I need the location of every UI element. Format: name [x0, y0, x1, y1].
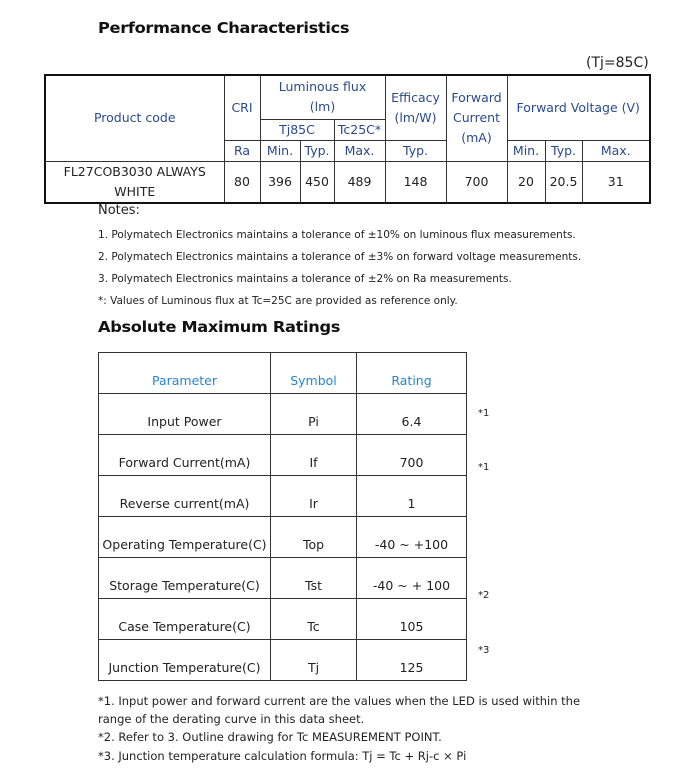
cell-parameter: Junction Temperature(C)	[99, 640, 271, 681]
cell-product-code	[45, 161, 224, 203]
condition-note: (Tj=85C)	[586, 55, 649, 71]
table-row	[99, 640, 467, 681]
cell-flux-max: 489	[334, 161, 385, 203]
ratings-table	[98, 352, 467, 681]
header-rating: Rating	[357, 353, 467, 394]
forward-current-label: Forward	[451, 90, 502, 106]
cell-flux-typ: 450	[300, 161, 334, 203]
header-efficacy-typ: Typ.	[385, 140, 446, 161]
header-flux-min: Min.	[260, 140, 300, 161]
header-parameter: Parameter	[99, 353, 271, 394]
product-code-line2: WHITE	[114, 183, 156, 199]
performance-table	[44, 74, 651, 204]
cell-rating: -40 ~ + 100	[357, 558, 467, 599]
note-item: 3. Polymatech Electronics maintains a tolerance of ±2% on Ra measurements.	[98, 273, 512, 285]
footnote: range of the derating curve in this data sheet.	[98, 712, 365, 726]
header-flux-typ: Typ.	[300, 140, 334, 161]
cell-flux-min: 396	[260, 161, 300, 203]
cell-ra: 80	[224, 161, 260, 203]
cell-rating: 1	[357, 476, 467, 517]
cell-parameter: Case Temperature(C)	[99, 599, 271, 640]
forward-current-label-2: Current	[453, 110, 500, 126]
cell-parameter: Reverse current(mA)	[99, 476, 271, 517]
cell-symbol: If	[271, 435, 357, 476]
cell-fv-typ: 20.5	[545, 161, 582, 203]
note-item: 2. Polymatech Electronics maintains a tolerance of ±3% on forward voltage measurements.	[98, 251, 582, 263]
header-fv-typ: Typ.	[545, 140, 582, 161]
table-row	[99, 599, 467, 640]
header-tc25c: Tc25C*	[334, 119, 385, 140]
cell-rating: 6.4	[357, 394, 467, 435]
footnote: *2. Refer to 3. Outline drawing for Tc MEASUREMENT POINT.	[98, 730, 442, 744]
luminous-flux-label: Luminous flux	[278, 79, 367, 95]
table-row	[99, 435, 467, 476]
footnote: *1. Input power and forward current are the values when the LED is used within the	[98, 694, 581, 708]
luminous-flux-unit: (lm)	[309, 99, 336, 115]
cell-symbol: Tst	[271, 558, 357, 599]
absolute-ratings-title: Absolute Maximum Ratings	[98, 318, 341, 336]
note-item: 1. Polymatech Electronics maintains a tolerance of ±10% on luminous flux measurements.	[98, 229, 576, 241]
cell-rating: -40 ~ +100	[357, 517, 467, 558]
cell-forward-current: 700	[446, 161, 507, 203]
cell-parameter: Forward Current(mA)	[99, 435, 271, 476]
cell-efficacy-typ: 148	[385, 161, 446, 203]
header-symbol: Symbol	[271, 353, 357, 394]
efficacy-label: Efficacy	[391, 89, 440, 105]
cell-rating: 105	[357, 599, 467, 640]
header-forward-voltage: Forward Voltage (V)	[507, 75, 650, 140]
header-ra: Ra	[224, 140, 260, 161]
cell-symbol: Top	[271, 517, 357, 558]
cell-symbol: Pi	[271, 394, 357, 435]
cell-fv-min: 20	[507, 161, 545, 203]
cell-parameter: Storage Temperature(C)	[99, 558, 271, 599]
header-flux-max: Max.	[334, 140, 385, 161]
cell-fv-max: 31	[582, 161, 650, 203]
cell-rating: 125	[357, 640, 467, 681]
table-row	[99, 394, 467, 435]
forward-current-unit: (mA)	[461, 130, 492, 146]
footnote-ref: *1	[478, 408, 490, 419]
table-row	[45, 161, 650, 203]
header-cri: CRI	[224, 75, 260, 140]
table-row	[99, 476, 467, 517]
cell-parameter: Input Power	[99, 394, 271, 435]
header-tj85c: Tj85C	[260, 119, 334, 140]
table-row	[99, 517, 467, 558]
cell-symbol: Ir	[271, 476, 357, 517]
header-product-code: Product code	[45, 75, 224, 161]
footnote-ref: *2	[478, 590, 490, 601]
table-row	[99, 558, 467, 599]
footnote: *3. Junction temperature calculation formula: Tj = Tc + Rj-c × Pi	[98, 749, 467, 763]
header-fv-max: Max.	[582, 140, 650, 161]
notes-title: Notes:	[98, 203, 140, 218]
header-fv-min: Min.	[507, 140, 545, 161]
cell-rating: 700	[357, 435, 467, 476]
footnote-ref: *3	[478, 645, 490, 656]
cell-symbol: Tc	[271, 599, 357, 640]
header-forward-current	[446, 75, 507, 161]
header-efficacy	[385, 75, 446, 140]
cell-parameter: Operating Temperature(C)	[99, 517, 271, 558]
cell-symbol: Tj	[271, 640, 357, 681]
note-item: *: Values of Luminous flux at Tc=25C are provided as reference only.	[98, 295, 458, 307]
product-code-line1: FL27COB3030 ALWAYS	[63, 163, 206, 179]
header-luminous-flux	[260, 75, 385, 119]
footnote-ref: *1	[478, 462, 490, 473]
performance-title: Performance Characteristics	[98, 19, 350, 37]
efficacy-unit: (lm/W)	[394, 109, 437, 125]
